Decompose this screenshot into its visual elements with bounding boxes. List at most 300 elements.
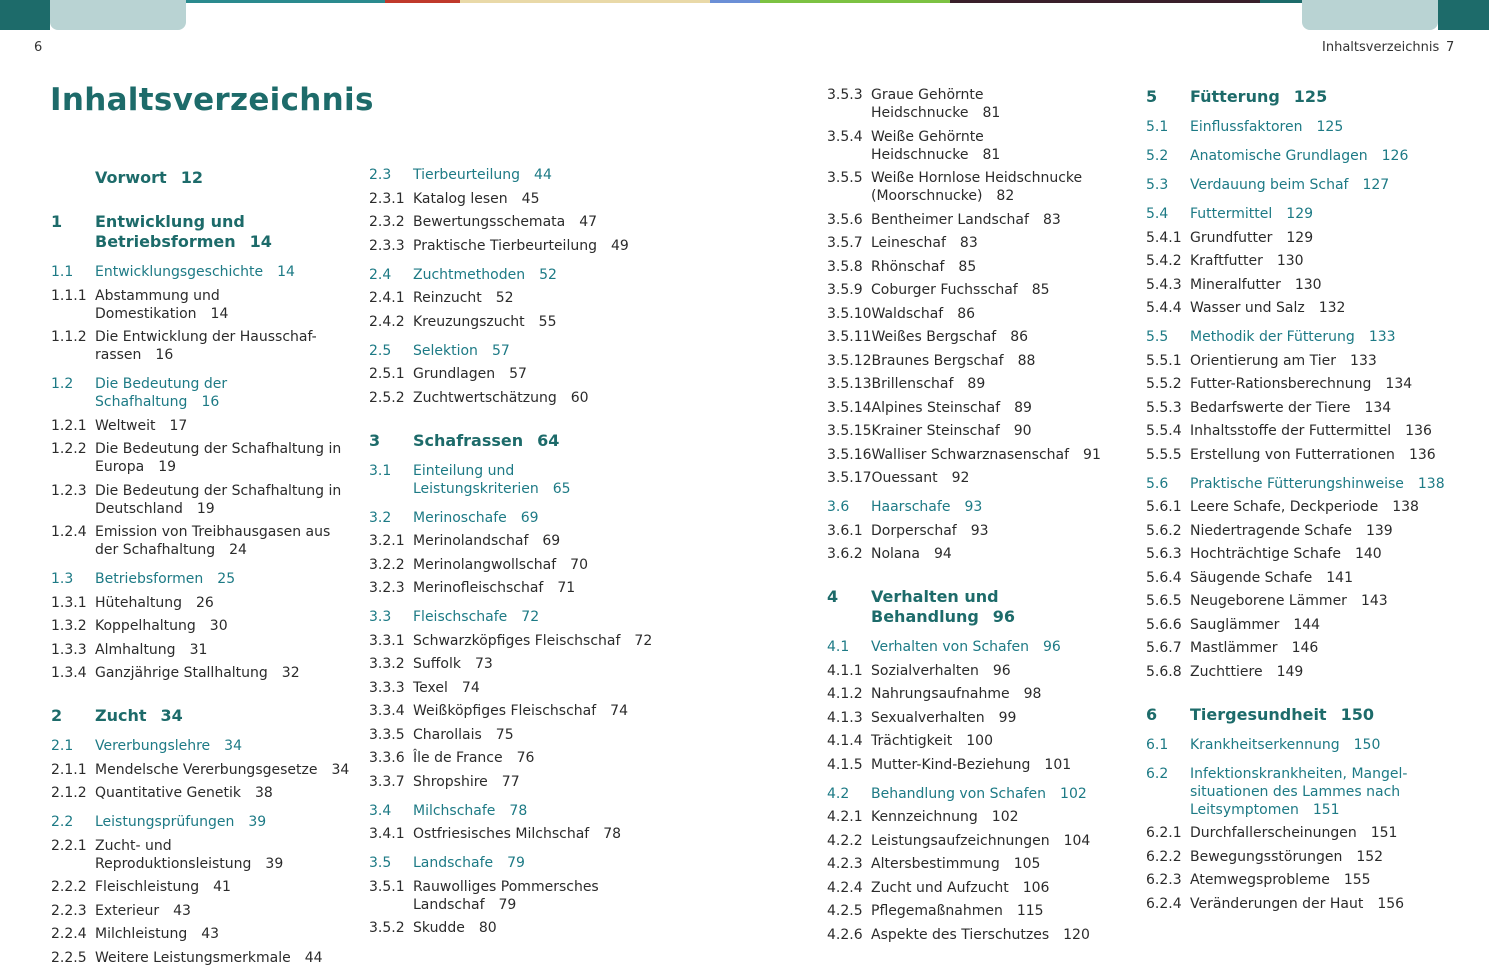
toc-entry-title: Anatomische Grundlagen — [1190, 148, 1368, 164]
toc-sub-entry[interactable] — [369, 773, 669, 791]
toc-section-entry[interactable] — [51, 570, 351, 588]
toc-sub-entry[interactable] — [1146, 592, 1446, 610]
toc-entry-number: 1 — [51, 212, 63, 231]
toc-entry-title: Weitere Leistungsmerkmale — [95, 949, 291, 966]
toc-sub-entry[interactable] — [827, 328, 1117, 346]
toc-entry-page: 24 — [229, 542, 247, 558]
toc-sub-entry[interactable] — [1146, 895, 1446, 913]
toc-sub-entry[interactable] — [827, 234, 1117, 252]
toc-entry-number: 2.1.2 — [51, 785, 87, 801]
toc-entry-page: 64 — [537, 430, 560, 450]
toc-sub-entry[interactable] — [1146, 352, 1446, 370]
toc-entry-title-wrap — [1190, 522, 1446, 540]
toc-sub-entry[interactable] — [827, 422, 1117, 440]
toc-entry-number: 2.4.1 — [369, 290, 405, 306]
toc-entry-title: Milchschafe — [413, 802, 496, 819]
toc-entry-number: 6.1 — [1146, 736, 1169, 753]
toc-entry-page: 138 — [1392, 499, 1419, 515]
toc-section-entry[interactable] — [1146, 147, 1446, 165]
toc-sub-entry[interactable] — [1146, 871, 1446, 889]
toc-entry-title-wrap — [1190, 475, 1446, 493]
toc-entry-number: 6.2.4 — [1146, 895, 1182, 912]
toc-entry-title: Methodik der Fütterung — [1190, 329, 1355, 345]
toc-sub-entry[interactable] — [51, 417, 351, 435]
toc-entry-page: 90 — [1013, 423, 1032, 439]
toc-sub-entry[interactable] — [51, 328, 351, 364]
toc-chapter-entry[interactable] — [51, 212, 351, 252]
toc-sub-entry[interactable] — [51, 641, 351, 659]
toc-sub-entry[interactable] — [827, 522, 1117, 540]
toc-entry-page: 57 — [491, 342, 510, 359]
toc-entry-number: 5.6 — [1146, 475, 1169, 492]
toc-sub-entry[interactable] — [51, 902, 351, 920]
toc-section-entry[interactable] — [1146, 765, 1446, 819]
toc-sub-entry[interactable] — [51, 523, 351, 559]
toc-entry-title: Shropshire — [413, 773, 488, 790]
toc-entry-page: 96 — [992, 662, 1011, 679]
toc-entry-page: 133 — [1350, 352, 1377, 369]
toc-entry-title: Verhalten und Behandlung — [871, 587, 999, 626]
toc-entry-number: 5.6.3 — [1146, 546, 1182, 562]
toc-sub-entry[interactable] — [827, 808, 1117, 826]
toc-section-entry[interactable] — [369, 608, 669, 626]
toc-section-entry[interactable] — [369, 854, 669, 872]
toc-sub-entry[interactable] — [827, 545, 1117, 563]
toc-entry-title: Vorwort — [95, 168, 167, 187]
toc-entry-number: 4.2.3 — [827, 856, 863, 872]
toc-entry-title: Kennzeichnung — [871, 809, 978, 825]
toc-entry-title-wrap — [1190, 498, 1446, 516]
toc-sub-entry[interactable] — [827, 879, 1117, 897]
toc-sub-entry[interactable] — [827, 211, 1117, 229]
toc-entry-number: 5.5.3 — [1146, 399, 1182, 416]
toc-entry-title-wrap — [413, 632, 669, 650]
toc-sub-entry[interactable] — [51, 925, 351, 943]
toc-entry-title: Texel — [413, 679, 448, 696]
toc-sub-entry[interactable] — [1146, 824, 1446, 842]
toc-entry-title-wrap — [871, 86, 1117, 122]
top-color-bar — [0, 0, 1489, 32]
toc-entry-page: 104 — [1063, 832, 1091, 849]
toc-sub-entry[interactable] — [369, 365, 669, 383]
toc-sub-entry[interactable] — [1146, 498, 1446, 516]
toc-entry-title: Merinofleischschaf — [413, 580, 544, 596]
toc-entry-number: 1.1 — [51, 264, 74, 280]
toc-entry-title: Verhalten von Schafen — [871, 639, 1030, 655]
toc-entry-title-wrap — [95, 594, 351, 612]
toc-sub-entry[interactable] — [369, 532, 669, 550]
toc-column-1 — [51, 168, 351, 967]
toc-sub-entry[interactable] — [369, 679, 669, 697]
toc-chapter-entry[interactable] — [51, 706, 351, 726]
toc-entry-page: 30 — [209, 618, 228, 634]
toc-entry-page: 17 — [169, 417, 188, 434]
toc-entry-number: 3.5.17 — [827, 470, 872, 486]
toc-entry-title-wrap — [413, 190, 669, 208]
toc-sub-entry[interactable] — [1146, 663, 1446, 681]
toc-entry-title: Bewegungsstörungen — [1190, 848, 1343, 865]
toc-entry-title-wrap — [871, 169, 1117, 205]
toc-sub-entry[interactable] — [1146, 639, 1446, 657]
toc-entry-number: 5.4 — [1146, 206, 1169, 222]
toc-entry-page: 45 — [521, 190, 540, 207]
toc-entry-page: 139 — [1365, 522, 1393, 539]
toc-entry-number: 2.2.3 — [51, 902, 87, 919]
toc-sub-entry[interactable] — [827, 446, 1117, 464]
toc-sub-entry[interactable] — [827, 128, 1117, 164]
toc-sub-entry[interactable] — [827, 685, 1117, 703]
toc-entry-title-wrap — [413, 854, 669, 872]
toc-sub-entry[interactable] — [369, 190, 669, 208]
toc-entry-number: 6.2.2 — [1146, 848, 1182, 865]
toc-entry-number: 2.3.1 — [369, 190, 405, 207]
toc-entry-number: 3.1 — [369, 462, 392, 479]
toc-entry-title-wrap — [1190, 352, 1446, 370]
toc-entry-title: Altersbestimmung — [871, 856, 1000, 872]
toc-entry-title: Atemwegsprobleme — [1190, 872, 1330, 888]
toc-entry-number: 1.1.1 — [51, 287, 87, 304]
toc-entry-page: 88 — [1017, 352, 1036, 369]
toc-entry-page: 16 — [155, 347, 174, 363]
toc-entry-title-wrap — [95, 482, 351, 518]
toc-entry-title-wrap — [95, 837, 351, 873]
toc-entry-title-wrap — [1190, 895, 1446, 913]
toc-chapter-entry[interactable] — [1146, 705, 1446, 725]
toc-section-entry[interactable] — [369, 509, 669, 527]
toc-entry-title-wrap — [1190, 375, 1446, 393]
toc-entry-number: 3.5.2 — [369, 920, 405, 936]
toc-entry-number: 3.5.11 — [827, 329, 872, 345]
toc-entry-page: 93 — [964, 499, 983, 515]
toc-column-3 — [827, 86, 1117, 944]
toc-entry-title: Orientierung am Tier — [1190, 352, 1337, 369]
toc-entry-title: Die Bedeutung der Schafhaltung in Deutschland — [95, 482, 342, 517]
toc-entry-title-wrap — [1190, 765, 1446, 819]
toc-entry-number: 5.6.6 — [1146, 616, 1182, 633]
toc-entry-page: 89 — [967, 376, 986, 392]
page-title: Inhaltsverzeichnis — [50, 82, 374, 118]
toc-sub-entry[interactable] — [369, 556, 669, 574]
toc-entry-title: Abstammung und Domestikation — [95, 287, 220, 322]
toc-entry-title: Weiße Hornlose Heidschnucke (Moorschnucke) — [871, 170, 1083, 204]
toc-entry-title: Schwarzköpfiges Fleischschaf — [413, 632, 621, 649]
toc-entry-title: Quantitative Genetik — [95, 785, 241, 801]
toc-entry-title: Merinolandschaf — [413, 533, 529, 549]
toc-entry-page: 79 — [498, 896, 517, 913]
toc-sub-entry[interactable] — [1146, 422, 1446, 440]
toc-entry-page: 140 — [1354, 546, 1382, 562]
toc-entry-title: Die Entwicklung der Hausschaf-rassen — [95, 329, 317, 363]
toc-entry-title: Einteilung und Leistungskriterien — [413, 462, 539, 497]
toc-entry-title: Haarschafe — [871, 499, 951, 515]
toc-entry-page: 71 — [557, 580, 576, 596]
toc-sub-entry[interactable] — [51, 664, 351, 682]
toc-sub-entry[interactable] — [51, 482, 351, 518]
toc-section-entry[interactable] — [51, 737, 351, 755]
toc-sub-entry[interactable] — [827, 305, 1117, 323]
toc-section-entry[interactable] — [51, 813, 351, 831]
toc-sub-entry[interactable] — [827, 169, 1117, 205]
toc-section-entry[interactable] — [827, 785, 1117, 803]
toc-entry-page: 83 — [959, 235, 978, 251]
toc-entry-title: Behandlung von Schafen — [871, 785, 1047, 802]
toc-section-entry[interactable] — [1146, 205, 1446, 223]
toc-entry-title: Bentheimer Landschaf — [871, 211, 1029, 228]
toc-entry-title-wrap — [95, 902, 351, 920]
toc-entry-title: Kraftfutter — [1190, 253, 1263, 269]
toc-sub-entry[interactable] — [827, 732, 1117, 750]
toc-sub-entry[interactable] — [1146, 276, 1446, 294]
toc-sub-entry[interactable] — [827, 832, 1117, 850]
toc-entry-page: 39 — [265, 855, 284, 872]
toc-sub-entry[interactable] — [369, 878, 669, 914]
toc-sub-entry[interactable] — [827, 352, 1117, 370]
toc-entry-page: 98 — [1023, 686, 1042, 702]
toc-sub-entry[interactable] — [51, 784, 351, 802]
toc-entry-title: Fleischschafe — [413, 609, 508, 625]
toc-entry-page: 136 — [1405, 423, 1432, 439]
toc-section-entry[interactable] — [827, 638, 1117, 656]
toc-entry-title: Tierbeurteilung — [413, 167, 521, 183]
toc-entry-number: 3.2 — [369, 509, 392, 526]
toc-entry-page: 101 — [1044, 756, 1072, 773]
toc-entry-number: 3.2.3 — [369, 580, 405, 596]
toc-entry-page: 72 — [634, 632, 653, 649]
toc-entry-number: 5.6.8 — [1146, 663, 1182, 680]
left-page-number: 6 — [34, 40, 43, 55]
toc-entry-title: Dorperschaf — [871, 522, 957, 539]
toc-entry-number: 3 — [369, 430, 381, 450]
toc-section-entry[interactable] — [369, 266, 669, 284]
toc-section-entry[interactable] — [51, 263, 351, 281]
toc-entry-page: 74 — [461, 679, 480, 696]
toc-section-entry[interactable] — [369, 802, 669, 820]
toc-sub-entry[interactable] — [369, 289, 669, 307]
toc-entry-page: 72 — [521, 609, 540, 625]
toc-sub-entry[interactable] — [1146, 375, 1446, 393]
toc-section-entry[interactable] — [1146, 475, 1446, 493]
toc-entry-page: 150 — [1353, 736, 1381, 753]
toc-entry-title-wrap — [95, 212, 351, 252]
toc-section-entry[interactable] — [1146, 118, 1446, 136]
toc-entry-page: 134 — [1385, 376, 1413, 392]
toc-entry-title-wrap — [413, 556, 669, 574]
toc-entry-number: 3.5.13 — [827, 376, 872, 392]
toc-entry-title-wrap — [95, 925, 351, 943]
toc-sub-entry[interactable] — [1146, 446, 1446, 464]
toc-sub-entry[interactable] — [369, 313, 669, 331]
toc-entry-page: 52 — [495, 290, 514, 306]
toc-sub-entry[interactable] — [1146, 616, 1446, 634]
toc-sub-entry[interactable] — [827, 375, 1117, 393]
toc-sub-entry[interactable] — [827, 399, 1117, 417]
toc-sub-entry[interactable] — [51, 878, 351, 896]
toc-entry-page: 156 — [1377, 895, 1405, 912]
toc-entry-page: 99 — [998, 709, 1017, 726]
toc-sub-entry[interactable] — [369, 632, 669, 650]
toc-entry-title: Hochträchtige Schafe — [1190, 546, 1341, 562]
toc-sub-entry[interactable] — [827, 756, 1117, 774]
toc-entry-number: 3.5.14 — [827, 399, 872, 416]
toc-entry-title-wrap — [95, 417, 351, 435]
toc-entry-title-wrap — [1190, 422, 1446, 440]
toc-section-entry[interactable] — [1146, 736, 1446, 754]
toc-entry-title: Neugeborene Lämmer — [1190, 593, 1347, 609]
toc-entry-title-wrap — [1190, 147, 1446, 165]
toc-entry-title: Rhönschaf — [871, 258, 945, 275]
toc-sub-entry[interactable] — [1146, 252, 1446, 270]
toc-sub-entry[interactable] — [369, 825, 669, 843]
toc-entry-number: 3.5 — [369, 855, 392, 871]
toc-entry-title: Leineschaf — [871, 235, 946, 251]
toc-sub-entry[interactable] — [51, 761, 351, 779]
toc-entry-title-wrap — [95, 878, 351, 896]
toc-entry-title-wrap — [1190, 118, 1446, 136]
toc-sub-entry[interactable] — [1146, 299, 1446, 317]
toc-entry-title: Wasser und Salz — [1190, 300, 1305, 316]
toc-sub-entry[interactable] — [51, 837, 351, 873]
toc-sub-entry[interactable] — [369, 579, 669, 597]
toc-entry-title-wrap — [413, 608, 669, 626]
toc-chapter-entry[interactable] — [827, 587, 1117, 627]
toc-entry-page: 32 — [281, 665, 300, 681]
toc-section-entry[interactable] — [1146, 176, 1446, 194]
toc-entry-number: 4.2.2 — [827, 832, 863, 849]
toc-sub-entry[interactable] — [51, 440, 351, 476]
toc-entry-page: 127 — [1362, 177, 1390, 193]
toc-entry-title: Entwicklung und Betriebsformen — [95, 212, 245, 251]
toc-entry-page: 155 — [1343, 872, 1371, 888]
toc-entry-page: 43 — [201, 926, 220, 942]
toc-sub-entry[interactable] — [1146, 229, 1446, 247]
toc-sub-entry[interactable] — [369, 655, 669, 673]
toc-entry-title: Suffolk — [413, 656, 461, 672]
toc-chapter-entry[interactable] — [1146, 87, 1446, 107]
toc-sub-entry[interactable] — [369, 213, 669, 231]
toc-entry-page: 75 — [495, 726, 514, 743]
toc-entry-title-wrap — [413, 532, 669, 550]
toc-entry-number: 1.2.3 — [51, 482, 87, 499]
toc-entry-page: 143 — [1360, 593, 1388, 609]
toc-entry-number: 5.4.2 — [1146, 253, 1182, 269]
toc-entry-page: 149 — [1276, 663, 1304, 680]
toc-sub-entry[interactable] — [51, 287, 351, 323]
toc-entry-number: 5.5 — [1146, 329, 1169, 345]
toc-entry-title: Fütterung — [1190, 87, 1280, 106]
toc-entry-number: 3.3.5 — [369, 726, 405, 743]
toc-entry-page: 129 — [1286, 206, 1314, 222]
toc-entry-page: 126 — [1381, 148, 1409, 164]
toc-entry-number: 5 — [1146, 87, 1158, 106]
toc-entry-page: 130 — [1276, 253, 1304, 269]
toc-sub-entry[interactable] — [51, 949, 351, 967]
toc-section-entry[interactable] — [369, 462, 669, 498]
toc-entry-title-wrap — [1190, 299, 1446, 317]
toc-sub-entry[interactable] — [1146, 569, 1446, 587]
toc-sub-entry[interactable] — [827, 86, 1117, 122]
toc-sub-entry[interactable] — [827, 469, 1117, 487]
toc-entry-page: 83 — [1042, 211, 1061, 228]
toc-entry-title-wrap — [95, 523, 351, 559]
toc-sub-entry[interactable] — [827, 258, 1117, 276]
toc-entry-page: 43 — [173, 902, 191, 919]
toc-entry-number: 5.4.1 — [1146, 229, 1182, 246]
toc-sub-entry[interactable] — [51, 617, 351, 635]
toc-entry-page: 44 — [534, 167, 552, 183]
toc-section-entry[interactable] — [369, 166, 669, 184]
toc-entry-number: 4.1.3 — [827, 709, 863, 726]
toc-entry-title: Weißköpfiges Fleischschaf — [413, 703, 597, 719]
toc-sub-entry[interactable] — [369, 726, 669, 744]
toc-entry-title: Selektion — [413, 342, 478, 359]
toc-sub-entry[interactable] — [51, 594, 351, 612]
toc-sub-entry[interactable] — [1146, 545, 1446, 563]
toc-sub-entry[interactable] — [827, 662, 1117, 680]
toc-entry-page: 52 — [539, 266, 557, 283]
toc-entry-title: Schafrassen — [413, 430, 524, 450]
toc-sub-entry[interactable] — [369, 237, 669, 255]
toc-sub-entry[interactable] — [827, 926, 1117, 944]
toc-entry-title: Emission von Treibhausgasen aus der Schafhaltung — [95, 524, 331, 558]
toc-sub-entry[interactable] — [1146, 522, 1446, 540]
toc-entry-title-wrap — [871, 662, 1117, 680]
toc-entry-title-wrap — [871, 879, 1117, 897]
toc-entry-title: Niedertragende Schafe — [1190, 522, 1352, 539]
toc-entry-title: Grundlagen — [413, 366, 496, 382]
toc-chapter-entry[interactable] — [369, 431, 669, 451]
toc-entry-title: Weltweit — [95, 417, 156, 434]
toc-entry-number: 5.3 — [1146, 177, 1169, 193]
toc-section-entry[interactable] — [1146, 328, 1446, 346]
toc-entry-title: Hütehaltung — [95, 594, 182, 611]
toc-entry-title-wrap — [413, 509, 669, 527]
toc-entry-number: 3.2.1 — [369, 533, 405, 549]
toc-sub-entry[interactable] — [827, 855, 1117, 873]
toc-entry-number: 4.1.5 — [827, 756, 863, 773]
toc-sub-entry[interactable] — [369, 389, 669, 407]
toc-entry-number: 5.5.2 — [1146, 376, 1182, 392]
toc-entry-title: Zucht — [95, 706, 147, 725]
toc-entry-page: 69 — [520, 509, 539, 526]
toc-entry-title: Tiergesundheit — [1190, 704, 1327, 724]
toc-section-entry[interactable] — [827, 498, 1117, 516]
toc-entry-title: Île de France — [413, 750, 503, 766]
toc-entry-number: 3.4 — [369, 802, 392, 819]
toc-entry-title: Praktische Fütterungshinweise — [1190, 475, 1404, 492]
toc-section-entry[interactable] — [369, 342, 669, 360]
toc-entry-title-wrap — [413, 266, 669, 284]
toc-entry-number: 2.2.1 — [51, 837, 87, 854]
toc-entry-number: 4.1.4 — [827, 733, 863, 749]
toc-entry-title: Mendelsche Vererbungsgesetze — [95, 761, 318, 778]
toc-sub-entry[interactable] — [827, 902, 1117, 920]
toc-entry-title-wrap — [95, 641, 351, 659]
toc-sub-entry[interactable] — [1146, 848, 1446, 866]
toc-entry-title: Mutter-Kind-Beziehung — [871, 756, 1031, 773]
toc-entry-title-wrap — [95, 440, 351, 476]
toc-section-entry[interactable] — [51, 375, 351, 411]
toc-sub-entry[interactable] — [369, 702, 669, 720]
toc-entry-number: 1.3.1 — [51, 594, 87, 611]
toc-sub-entry[interactable] — [1146, 399, 1446, 417]
toc-entry-page: 69 — [542, 533, 561, 549]
toc-sub-entry[interactable] — [827, 281, 1117, 299]
toc-chapter-entry[interactable] — [51, 168, 351, 188]
toc-sub-entry[interactable] — [369, 919, 669, 937]
toc-sub-entry[interactable] — [827, 709, 1117, 727]
toc-sub-entry[interactable] — [369, 749, 669, 767]
toc-entry-title: Grundfutter — [1190, 229, 1273, 246]
